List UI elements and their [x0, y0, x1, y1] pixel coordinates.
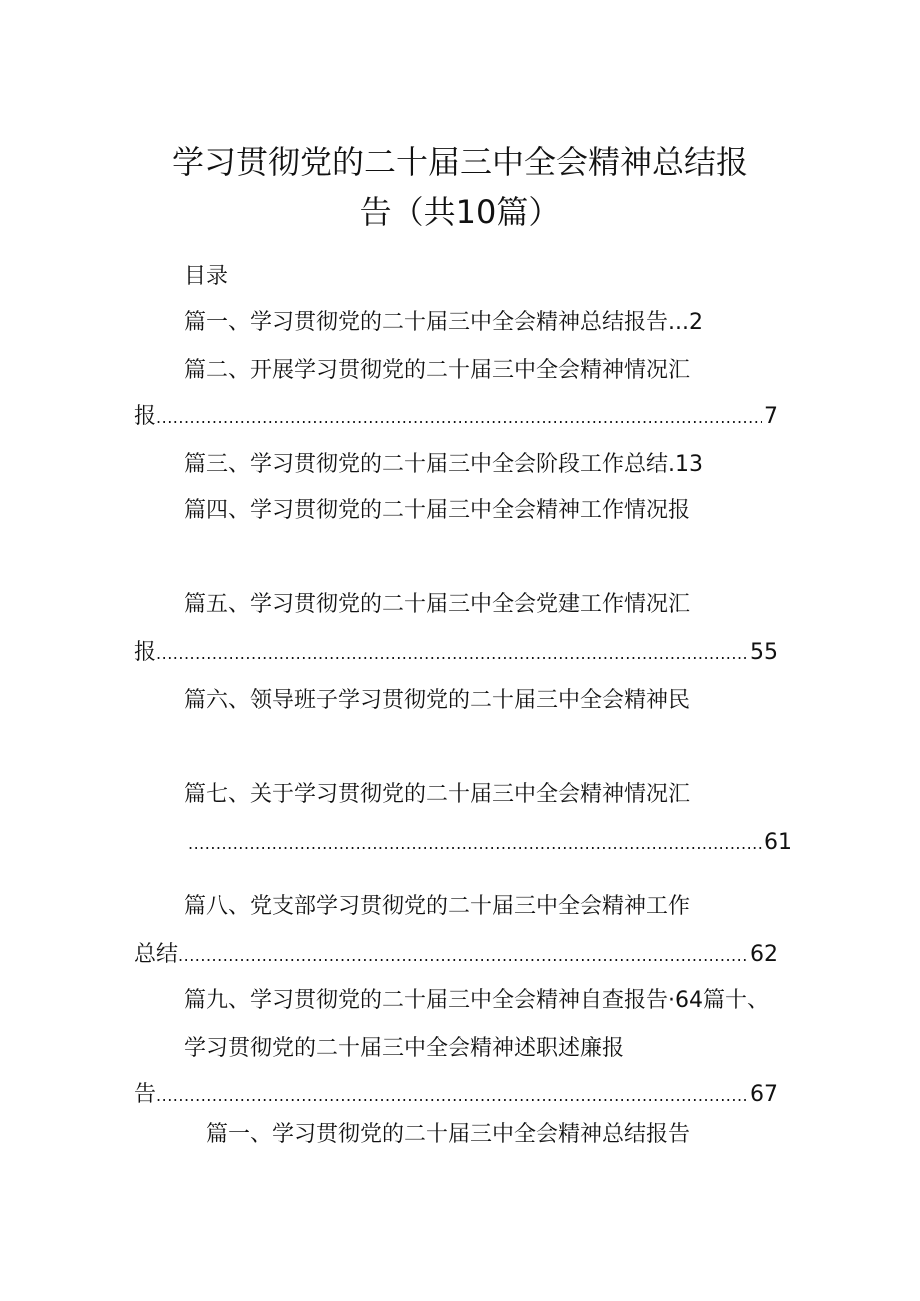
toc-entry-5[interactable]: 篇五、学习贯彻党的二十届三中全会党建工作情况汇 [184, 592, 691, 617]
toc-entry-8-prefix: 总结 [134, 942, 179, 967]
toc-entry-2[interactable]: 篇二、开展学习贯彻党的二十届三中全会精神情况汇 [184, 358, 691, 383]
toc-entry-2-page: 7 [764, 404, 778, 429]
toc-entry-10-prefix: 告 [134, 1082, 157, 1107]
toc-entry-3[interactable]: 篇三、学习贯彻党的二十届三中全会阶段工作总结.13 [184, 452, 703, 477]
toc-heading: 目录 [184, 264, 229, 289]
toc-entry-4[interactable]: 篇四、学习贯彻党的二十届三中全会精神工作情况报 [184, 498, 691, 523]
toc-entry-7-leader-row[interactable] [188, 828, 792, 858]
document-title-line-2: 告（共10篇） [359, 193, 561, 231]
toc-entry-7-page: 61 [764, 830, 792, 855]
toc-entry-6[interactable]: 篇六、领导班子学习贯彻党的二十届三中全会精神民 [184, 688, 691, 713]
dot-leader [156, 1085, 748, 1107]
toc-entry-10[interactable]: 学习贯彻党的二十届三中全会精神述职述廉报 [184, 1036, 625, 1061]
dot-leader [188, 833, 762, 855]
toc-entry-8[interactable]: 篇八、党支部学习贯彻党的二十届三中全会精神工作 [184, 894, 691, 919]
toc-entry-5-leader-row[interactable] [134, 638, 778, 668]
toc-entry-2-leader-row[interactable] [134, 402, 778, 432]
toc-entry-5-page: 55 [750, 640, 778, 665]
document-title-line-1: 学习贯彻党的二十届三中全会精神总结报 [171, 143, 748, 181]
toc-entry-2-prefix: 报 [134, 404, 157, 429]
dot-leader [178, 945, 748, 967]
toc-entry-10-leader-row[interactable] [134, 1080, 778, 1110]
dot-leader [156, 407, 762, 429]
dot-leader [156, 643, 748, 665]
toc-entry-5-prefix: 报 [134, 640, 157, 665]
section-heading: 篇一、学习贯彻党的二十届三中全会精神总结报告 [206, 1122, 691, 1147]
toc-entry-9[interactable]: 篇九、学习贯彻党的二十届三中全会精神自查报告·64篇十、 [184, 988, 769, 1013]
toc-entry-8-page: 62 [750, 942, 778, 967]
toc-entry-7[interactable]: 篇七、关于学习贯彻党的二十届三中全会精神情况汇 [184, 782, 691, 807]
toc-entry-10-page: 67 [750, 1082, 778, 1107]
toc-entry-1[interactable]: 篇一、学习贯彻党的二十届三中全会精神总结报告...2 [184, 310, 703, 335]
toc-entry-8-leader-row[interactable] [134, 940, 778, 970]
